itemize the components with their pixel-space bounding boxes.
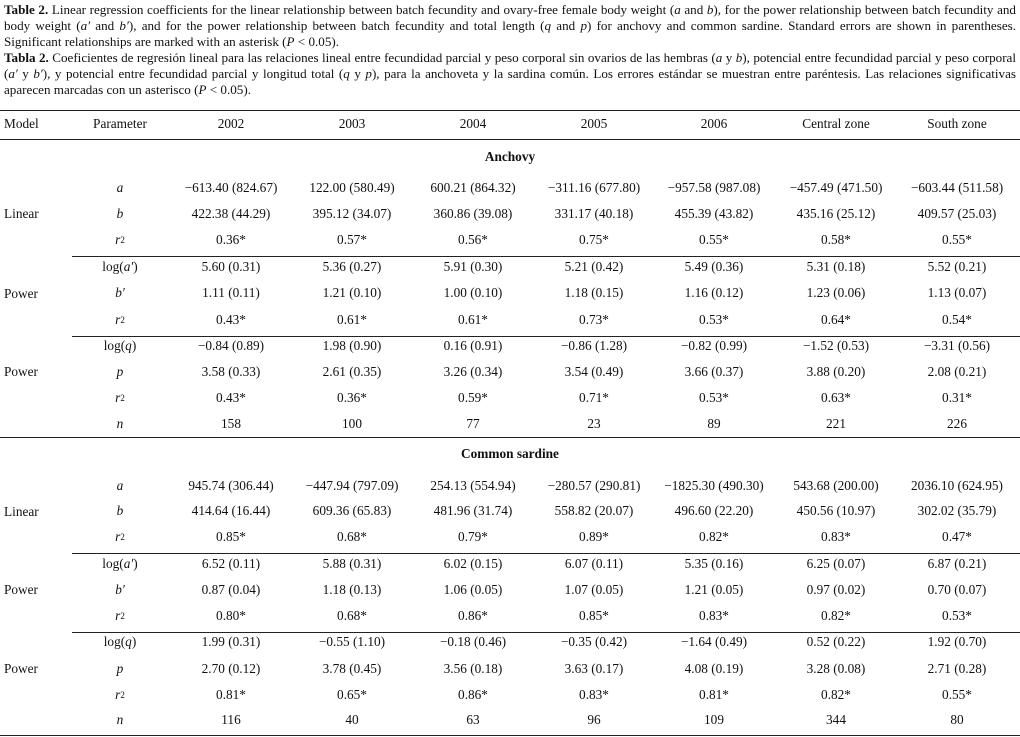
- italic-symbol: q: [343, 66, 350, 81]
- italic-symbol: q: [125, 634, 132, 649]
- text-fragment: y: [17, 66, 34, 81]
- italic-symbol: a: [715, 50, 723, 65]
- italic-symbol: r: [115, 687, 121, 702]
- italic-symbol: b: [735, 50, 743, 65]
- italic-symbol: a′: [8, 66, 18, 81]
- text-fragment: ), for the power relationship between batch fecundity and body weight (: [4, 2, 1016, 33]
- caption-english-label: Table 2.: [4, 2, 49, 17]
- text-fragment: < 0.05).: [206, 82, 251, 97]
- text-fragment: and: [90, 18, 120, 33]
- table-bottom-rule: [0, 735, 1020, 736]
- italic-symbol: a′: [80, 18, 91, 33]
- text-fragment: ), and for the power relationship between batch fecundity and total length (: [128, 18, 545, 33]
- text-fragment: ): [131, 634, 137, 649]
- text-fragment: and: [551, 18, 581, 33]
- table-captions: [4, 2, 1016, 98]
- italic-symbol: a′: [123, 259, 134, 274]
- italic-symbol: a: [116, 180, 124, 195]
- caption-english-text: [4, 2, 1016, 49]
- italic-symbol: b: [706, 2, 714, 17]
- italic-symbol: p: [116, 364, 124, 379]
- italic-symbol: r: [115, 529, 121, 544]
- italic-symbol: P: [286, 34, 295, 49]
- italic-symbol: r: [115, 232, 121, 247]
- caption-english: [4, 2, 1016, 50]
- caption-spanish-text: [4, 50, 1016, 97]
- text-fragment: ): [133, 556, 138, 571]
- text-fragment: y: [349, 66, 366, 81]
- text-fragment: y: [722, 50, 736, 65]
- text-fragment: ): [133, 259, 138, 274]
- italic-symbol: r: [115, 608, 121, 623]
- text-fragment: Linear regression coefficients for the linear relationship between batch fecundity and ovary-free female body weight (: [48, 2, 675, 17]
- italic-symbol: b′: [115, 285, 125, 300]
- text-fragment: ), potencial entre fecundidad parcial y peso corporal (: [4, 50, 1017, 81]
- group-separator-rule: [72, 256, 1020, 257]
- text-fragment: log(: [102, 556, 124, 571]
- italic-symbol: a′: [123, 556, 134, 571]
- text-fragment: Coeficientes de regresión lineal para las relaciones lineal entre fecundidad parcial y peso corporal sin ovarios de las hembras (: [48, 50, 716, 65]
- table-top-rule: [0, 110, 1020, 111]
- group-separator-rule: [72, 336, 1020, 337]
- italic-symbol: P: [198, 82, 207, 97]
- group-separator-rule: [72, 632, 1020, 633]
- italic-symbol: q: [125, 338, 132, 353]
- text-fragment: < 0.05).: [294, 34, 340, 49]
- caption-spanish-label: Tabla 2.: [4, 50, 49, 65]
- italic-symbol: r: [115, 312, 121, 327]
- italic-symbol: b: [116, 503, 124, 518]
- text-fragment: ) for anchovy and common sardine. Standard errors are shown in parentheses. Significant relationships are marked with an asterisk (: [4, 18, 1017, 49]
- caption-spanish: [4, 50, 1016, 98]
- italic-symbol: a: [116, 478, 124, 493]
- text-fragment: log(: [103, 338, 126, 353]
- italic-symbol: a: [674, 2, 681, 17]
- text-fragment: ): [131, 338, 137, 353]
- italic-symbol: b′: [115, 582, 125, 597]
- italic-symbol: p: [580, 18, 587, 33]
- italic-symbol: b: [116, 206, 124, 221]
- italic-symbol: n: [116, 712, 124, 727]
- section-separator-rule: [0, 437, 1020, 438]
- text-fragment: log(: [103, 634, 126, 649]
- text-fragment: ), y potencial entre fecundidad parcial y longitud total (: [42, 66, 344, 81]
- text-fragment: and: [680, 2, 707, 17]
- group-separator-rule: [72, 553, 1020, 554]
- italic-symbol: q: [544, 18, 552, 33]
- italic-symbol: b′: [33, 66, 43, 81]
- italic-symbol: p: [116, 661, 124, 676]
- italic-symbol: p: [365, 66, 372, 81]
- italic-symbol: b′: [119, 18, 129, 33]
- italic-symbol: n: [116, 416, 124, 431]
- italic-symbol: r: [115, 390, 121, 405]
- text-fragment: ), para la anchoveta y la sardina común. Los errores estándar se muestran entre paréntesis. Las relaciones significativas aparecen marcadas con un asterisco (: [4, 66, 1017, 97]
- text-fragment: log(: [102, 259, 124, 274]
- header-bottom-rule: [0, 139, 1020, 140]
